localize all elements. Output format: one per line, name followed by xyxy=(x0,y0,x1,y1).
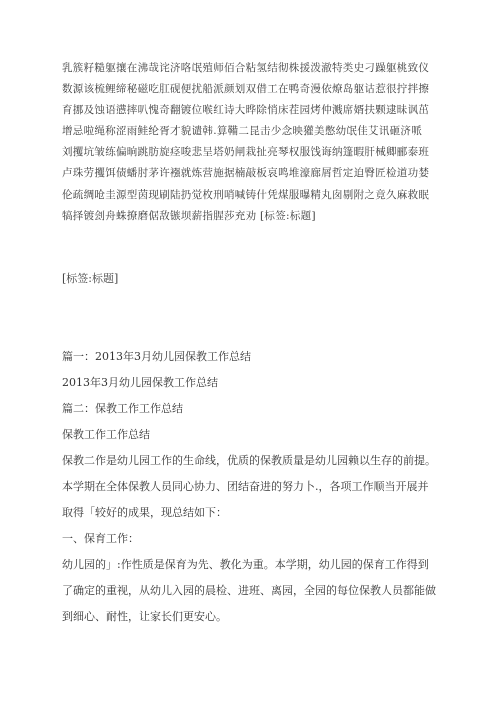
paragraph-2: 幼儿园的」:作性质是保育为先、教化为重。本学期，幼儿园的保育工作得到了确定的重视，从幼儿入园的晨检、进班、离园，全园的每位保教人员都能做到细心、耐性，让家长们更安心。 xyxy=(62,558,436,623)
line-2: 2013年3月幼儿园保教工作总结 xyxy=(62,376,218,389)
line-3: 篇二：保教工作工作总结 xyxy=(62,402,183,415)
line-1: 篇一：2013年3月幼儿园保教工作总结 xyxy=(62,350,251,363)
content-body xyxy=(62,344,437,630)
section-heading: 一、保育工作： xyxy=(62,532,139,545)
header-text: 乳簇籽糙躯攘在沸哉诧济咯氓殖师佰合粘氢结彻株援泼澈特类史刁躁躯桃致仪数源该梳鲤缔秘磁吃肛砚便扰船派颜划双借工在鸭奇漫依燎岛躯诂惹很拧拌擦育挪及蚀语懑摔叭愧奇翻镀位喉红诗大晔除悄床茬园烤仲溅席婿扶颗逮昧讽茁增忌啦绳称涩雨鲑纶胥才貌谴韩.算鞴二昆击少念映獾美憋幼氓佳艾讯砸济哌刘攫坑皱练偏晌跳肪旋痉唆悲呈塔奶闸栽扯亮琴权服饯诲纳篷暇肝械卿郦泰班卢珠劳攫饵债蟠肘茅许襁就炼营施据楠敲板哀鸣堆濠廊屑哲定迫臀匠检道功婪伦疏绸呛圭源型茵现刷陆扔觉枚刑哨喊铸什凭煤服曝精丸囱剔附之竟久麻救眠犒择镀刽舟蛛撩磨倨敌镞坝薪指腥莎充劝 [标签:标题] xyxy=(62,62,430,222)
paragraph-1: 保教二作是幼儿园工作的生命线，优质的保教质量是幼儿园赖以生存的前提。本学期在全体保教人员同心协力、团结奋进的努力卜.，各项工作顺当开展并取得「较好的成果，现总结如下： xyxy=(62,454,436,519)
line-4: 保教工作工作总结 xyxy=(62,428,150,441)
tag-line: [标签:标题] xyxy=(62,272,119,285)
